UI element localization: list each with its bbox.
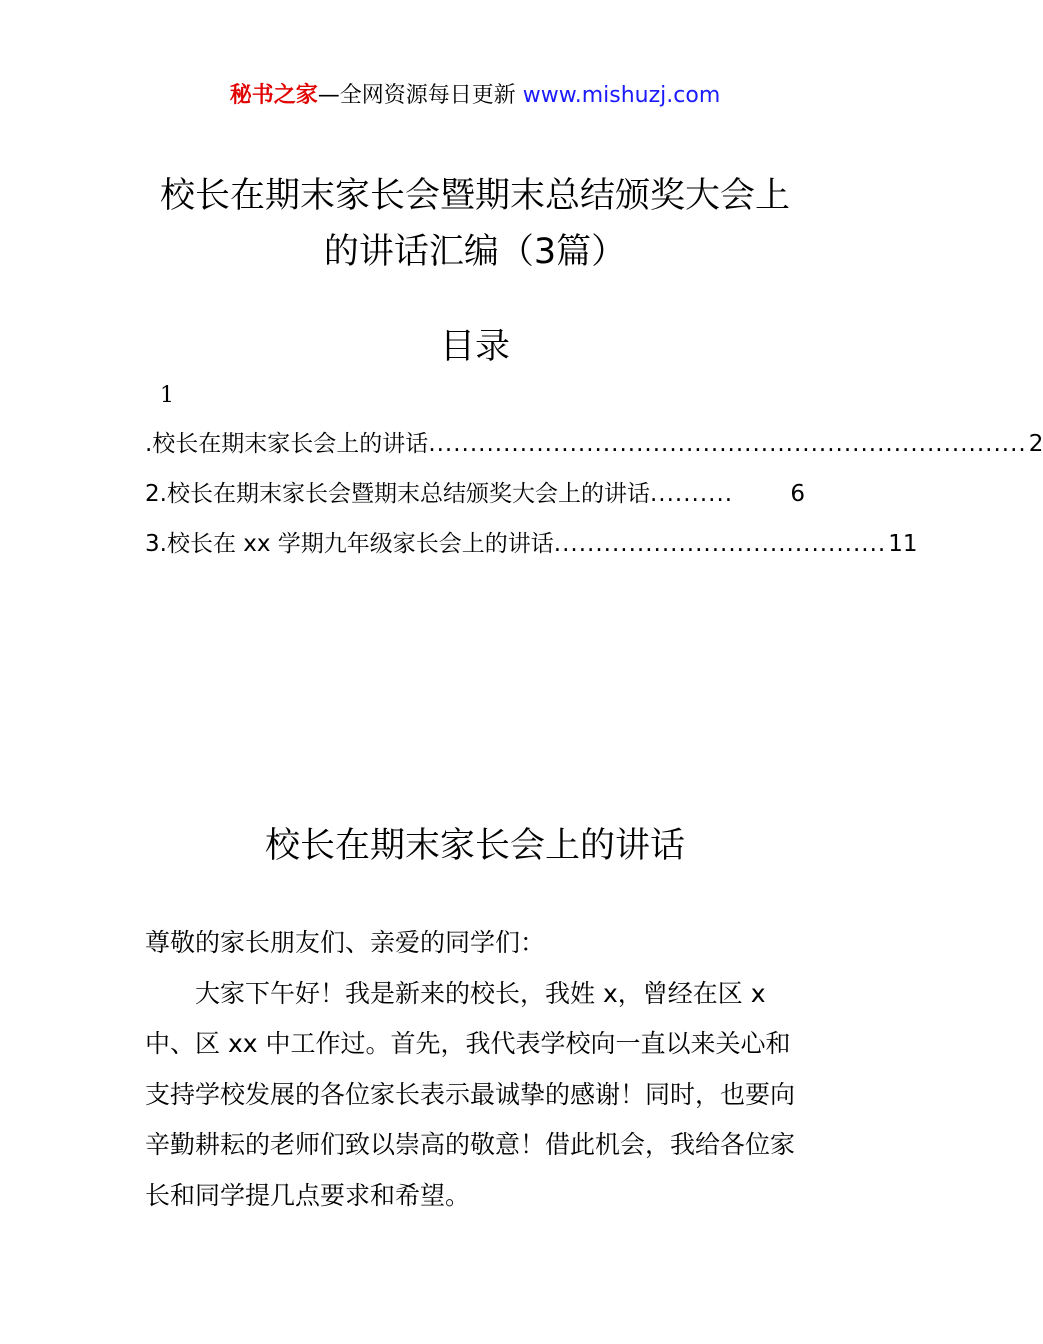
- document-title-line-2: 的讲话汇编（3篇）: [323, 232, 627, 272]
- toc-entry-label: 3.校长在 xx 学期九年级家长会上的讲话: [145, 531, 554, 557]
- table-of-contents: [145, 425, 1043, 575]
- toc-entry-page: 11: [888, 531, 918, 557]
- site-url-link[interactable]: www.mishuzj.com: [522, 83, 721, 108]
- site-header: [0, 80, 950, 112]
- toc-entry-page: 2: [1028, 431, 1043, 457]
- toc-entry-label: .校长在期末家长会上的讲话: [145, 431, 429, 457]
- toc-entry-label: 2.校长在期末家长会暨期末总结颁奖大会上的讲话: [145, 481, 650, 507]
- document-title-line-1: 校长在期末家长会暨期末总结颁奖大会上: [159, 176, 790, 216]
- toc-entry-3[interactable]: [145, 525, 918, 575]
- toc-entry-2[interactable]: [145, 475, 805, 525]
- site-brand: 秘书之家: [229, 83, 318, 108]
- salutation: 尊敬的家长朋友们、亲爱的同学们：: [145, 928, 546, 957]
- toc-entry-1[interactable]: [145, 425, 1043, 475]
- toc-dot-leader: ..........: [649, 481, 734, 507]
- section-title: 校长在期末家长会上的讲话: [264, 826, 685, 866]
- toc-heading: 目录: [439, 327, 510, 367]
- toc-dot-leader: ........................................................................: [428, 431, 1027, 457]
- toc-entry-page: 6: [790, 481, 805, 507]
- document-title: [0, 168, 950, 280]
- site-tagline: —全网资源每日更新: [317, 83, 516, 108]
- speech-body: [145, 918, 810, 1221]
- toc-stray-number: 1: [160, 383, 174, 408]
- body-paragraph: 大家下午好！我是新来的校长，我姓 x，曾经在区 x 中、区 xx 中工作过。首先，我代表学校向一直以来关心和支持学校发展的各位家长表示最诚挚的感谢！同时，也要向辛勤耕耘的老师们致以崇高的敬意！借此机会，我给各位家长和同学提几点要求和希望。: [145, 978, 796, 1210]
- toc-dot-leader: ........................................: [553, 531, 887, 557]
